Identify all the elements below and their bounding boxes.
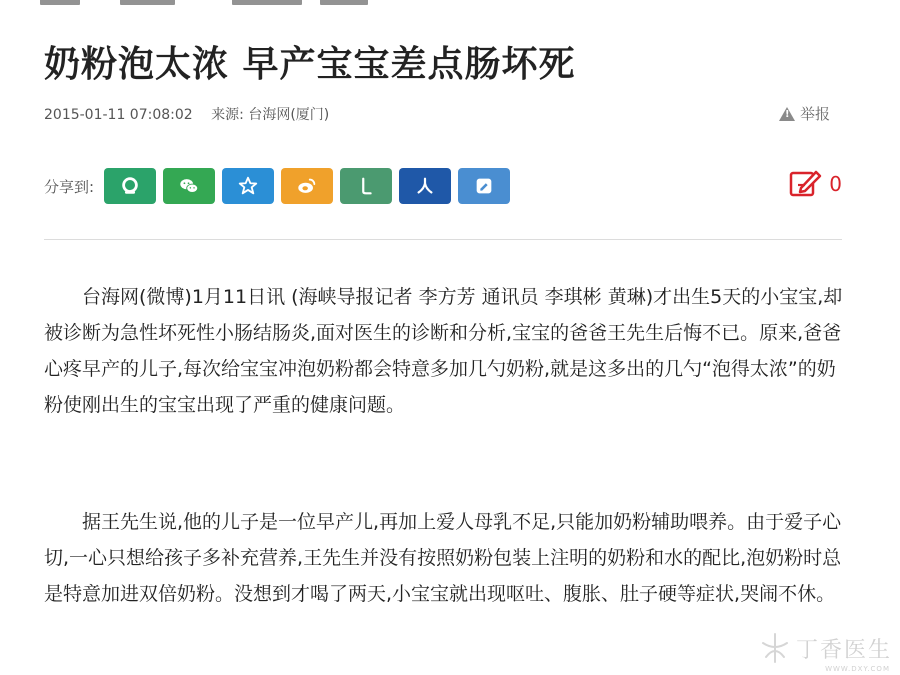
report-button[interactable] xyxy=(779,103,830,124)
article-paragraph-2: 据王先生说,他的儿子是一位早产儿,再加上爱人母乳不足,只能加奶粉辅助喂养。由于爱子心切,一心只想给孩子多补充营养,王先生并没有按照奶粉包装上注明的奶粉和水的配比,泡奶粉时总是特意加进双倍奶粉。没想到才喝了两天,小宝宝就出现呕吐、腹胀、肚子硬等症状,哭闹不休。 xyxy=(44,511,842,605)
share-label: 分享到: xyxy=(44,177,95,196)
share-wechat-button[interactable] xyxy=(163,168,215,204)
share-favorite-button[interactable] xyxy=(222,168,274,204)
comment-count: 0 xyxy=(829,172,842,196)
dxy-watermark xyxy=(758,631,892,673)
article-title: 奶粉泡太浓 早产宝宝差点肠坏死 xyxy=(44,44,576,85)
star-icon xyxy=(237,175,259,197)
watermark-subtext: WWW.DXY.COM xyxy=(825,665,890,673)
share-note-button[interactable] xyxy=(458,168,510,204)
article-paragraph-1: 台海网(微博)1月11日讯 (海峡导报记者 李方芳 通讯员 李琪彬 黄琳)才出生5天的小宝宝,却被诊断为急性坏死性小肠结肠炎,面对医生的诊断和分析,宝宝的爸爸王先生后悔不已。原来,爸爸心疼早产的儿子,每次给宝宝冲泡奶粉都会特意多加几勺奶粉,就是这多出的几勺“泡得太浓”的奶粉使刚出生的宝宝出现了严重的健康问题。 xyxy=(44,286,843,416)
share-renren-button[interactable] xyxy=(399,168,451,204)
comment-button[interactable] xyxy=(789,168,842,200)
share-tencent-weibo-button[interactable] xyxy=(340,168,392,204)
share-bar xyxy=(44,168,517,204)
article-source: 来源: 台海网(厦门) xyxy=(211,107,330,123)
renren-icon xyxy=(414,175,436,197)
divider xyxy=(44,239,842,240)
tencent-weibo-icon xyxy=(355,175,377,197)
cropped-top-text xyxy=(0,0,900,8)
watermark-text: 丁香医生 xyxy=(795,637,892,663)
warning-icon xyxy=(779,107,795,121)
share-weibo-button[interactable] xyxy=(281,168,333,204)
share-qzone-button[interactable] xyxy=(104,168,156,204)
qzone-icon xyxy=(119,175,141,197)
publish-datetime: 2015-01-11 07:08:02 xyxy=(44,107,193,123)
note-icon xyxy=(473,175,495,197)
weibo-icon xyxy=(296,175,318,197)
report-label: 举报 xyxy=(799,105,830,123)
dxy-logo-icon xyxy=(758,631,792,665)
wechat-icon xyxy=(178,175,200,197)
article-meta xyxy=(44,104,329,124)
edit-comment-icon xyxy=(789,168,823,200)
